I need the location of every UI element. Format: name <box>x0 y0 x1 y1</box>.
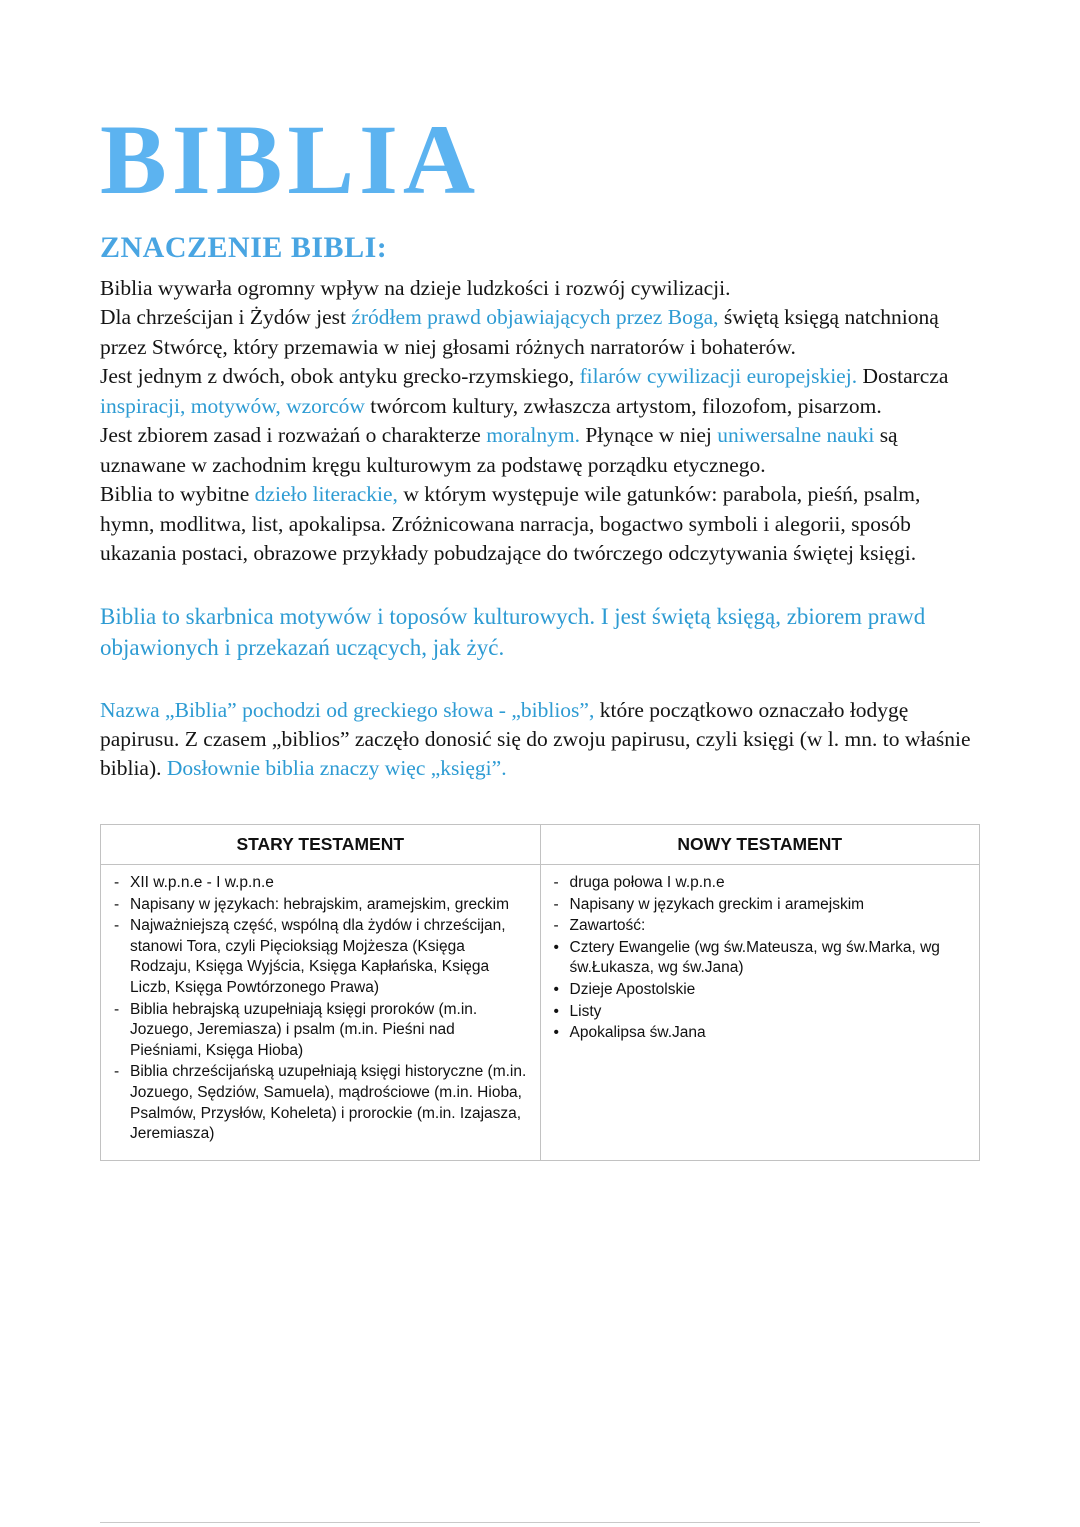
highlighted-text: moralnym. <box>486 423 580 448</box>
column-header-new-testament: NOWY TESTAMENT <box>540 824 980 864</box>
paragraph <box>100 274 980 303</box>
list-marker: • <box>553 980 559 998</box>
section-heading: ZNACZENIE BIBLI: <box>100 231 388 264</box>
highlighted-text: źródłem prawd objawiających przez Boga, <box>351 305 719 330</box>
old-testament-list <box>111 873 528 1145</box>
body-text: twórcom kultury, zwłaszcza artystom, filozofom, pisarzom. <box>364 393 882 418</box>
list-marker: - <box>114 917 120 935</box>
highlighted-text: uniwersalne nauki <box>717 423 875 448</box>
list-marker: • <box>553 1024 559 1042</box>
list-item <box>551 1023 968 1044</box>
column-header-old-testament: STARY TESTAMENT <box>101 824 541 864</box>
body-text: Płynące w niej <box>579 423 718 448</box>
list-item <box>111 1062 528 1144</box>
list-marker: - <box>114 873 120 891</box>
list-item <box>111 1000 528 1062</box>
body-text: Dla chrześcijan i Żydów jest <box>100 305 352 330</box>
list-marker: • <box>553 938 559 956</box>
list-marker: - <box>114 895 120 913</box>
body-text: są uznawane w zachodnim kręgu kulturowym za podstawę porządku etycznego. <box>100 423 898 477</box>
list-item <box>551 980 968 1001</box>
list-item-text: Najważniejszą część, wspólną dla żydów i chrześcijan, stanowi Tora, czyli Pięcioksiąg Mojżesza (Księga Rodzaju, Księga Wyjścia, Księga Kapłańska, Księga Liczb, Księga Powtórzonego Prawa) <box>130 917 506 996</box>
paragraph <box>100 696 980 784</box>
highlighted-text: Biblia to skarbnica motywów i toposów kulturowych. I jest świętą księgą, zbiorem prawd objawionych i przekazań uczących, jak żyć. <box>100 603 926 661</box>
body-text: w którym występuje wile gatunków: parabola, pieśń, psalm, hymn, modlitwa, list, apokalipsa. Zróżnicowana narracja, bogactwo symboli i alegorii, sposób ukazania postaci, obrazowe przykłady pobudzające do twórczego odczytywania świętej księgi. <box>100 482 921 566</box>
list-item <box>111 873 528 894</box>
list-item <box>551 938 968 979</box>
list-item-text: Napisany w językach: hebrajskim, aramejskim, greckim <box>130 895 510 913</box>
highlighted-text: filarów cywilizacji europejskiej. <box>579 364 858 389</box>
body-text: Biblia wywarła ogromny wpływ na dzieje ludzkości i rozwój cywilizacji. <box>100 276 731 300</box>
list-item-text: Listy <box>569 1002 602 1020</box>
highlighted-text: inspiracji, motywów, wzorców <box>100 393 365 418</box>
paragraph <box>100 421 980 480</box>
list-item <box>551 916 968 937</box>
list-item-text: Apokalipsa św.Jana <box>569 1024 706 1042</box>
list-marker: - <box>553 873 559 891</box>
list-item-text: Zawartość: <box>569 917 646 935</box>
list-item-text: Dzieje Apostolskie <box>569 980 696 998</box>
body-text: Jest zbiorem zasad i rozważań o charakterze <box>100 423 487 448</box>
testaments-table-header <box>101 824 980 864</box>
table-body-row <box>101 864 980 1160</box>
body-text: Dostarcza <box>857 364 949 389</box>
list-item-text: Biblia hebrajską uzupełniają księgi proroków (m.in. Jozuego, Jeremiasza) i psalm (m.in. Pieśni nad Pieśniami, Księga Hioba) <box>130 1000 478 1059</box>
body-text: świętą księgą natchnioną przez Stwórcę, który przemawia w niej głosami różnych narratorów i bohaterów. <box>100 305 939 359</box>
highlighted-text: dzieło literackie, <box>254 482 398 507</box>
paragraph <box>100 601 980 664</box>
list-marker: - <box>553 895 559 913</box>
list-item-text: Cztery Ewangelie (wg św.Mateusza, wg św.Marka, wg św.Łukasza, wg św.Jana) <box>569 938 940 977</box>
table-header-row <box>101 824 980 864</box>
body-text: Biblia to wybitne <box>100 482 255 507</box>
list-item-text: Biblia chrześcijańską uzupełniają księgi historyczne (m.in. Jozuego, Sędziów, Samuela), mądrościowe (m.in. Hioba, Psalmów, Przysłów, Koheleta) i prorockie (m.in. Izajasza, Jeremiasza) <box>130 1063 527 1143</box>
list-marker: - <box>553 917 559 935</box>
list-marker: - <box>114 1063 120 1081</box>
new-testament-list <box>551 873 968 1044</box>
page-title: BIBLIA <box>100 104 481 215</box>
highlighted-text: Dosłownie biblia znaczy więc „księgi”. <box>166 756 507 781</box>
paragraph <box>100 480 980 568</box>
body-text: Jest jednym z dwóch, obok antyku grecko-rzymskiego, <box>100 364 580 389</box>
paragraph <box>100 362 980 421</box>
list-marker: - <box>114 1000 120 1018</box>
list-item <box>111 895 528 916</box>
next-page-table-edge <box>100 1522 980 1523</box>
list-item <box>551 1002 968 1023</box>
list-item-text: druga połowa I w.p.n.e <box>569 873 725 891</box>
list-item <box>111 916 528 998</box>
body-text: które początkowo oznaczało łodygę papirusu. Z czasem „biblios” zaczęło donosić się do zwoju papirusu, czyli księgi (w l. mn. to właśnie biblia). <box>100 697 971 781</box>
body-paragraphs <box>100 274 980 784</box>
paragraph <box>100 303 980 362</box>
list-item-text: XII w.p.n.e - I w.p.n.e <box>130 873 274 891</box>
list-item <box>551 895 968 916</box>
list-item-text: Napisany w językach greckim i aramejskim <box>569 895 865 913</box>
new-testament-cell <box>540 864 980 1160</box>
old-testament-cell <box>101 864 541 1160</box>
testaments-table <box>100 824 980 1161</box>
testaments-table-body <box>101 864 980 1160</box>
highlighted-text: Nazwa „Biblia” pochodzi od greckiego słowa - „biblios”, <box>100 697 600 722</box>
list-item <box>551 873 968 894</box>
list-marker: • <box>553 1002 559 1020</box>
